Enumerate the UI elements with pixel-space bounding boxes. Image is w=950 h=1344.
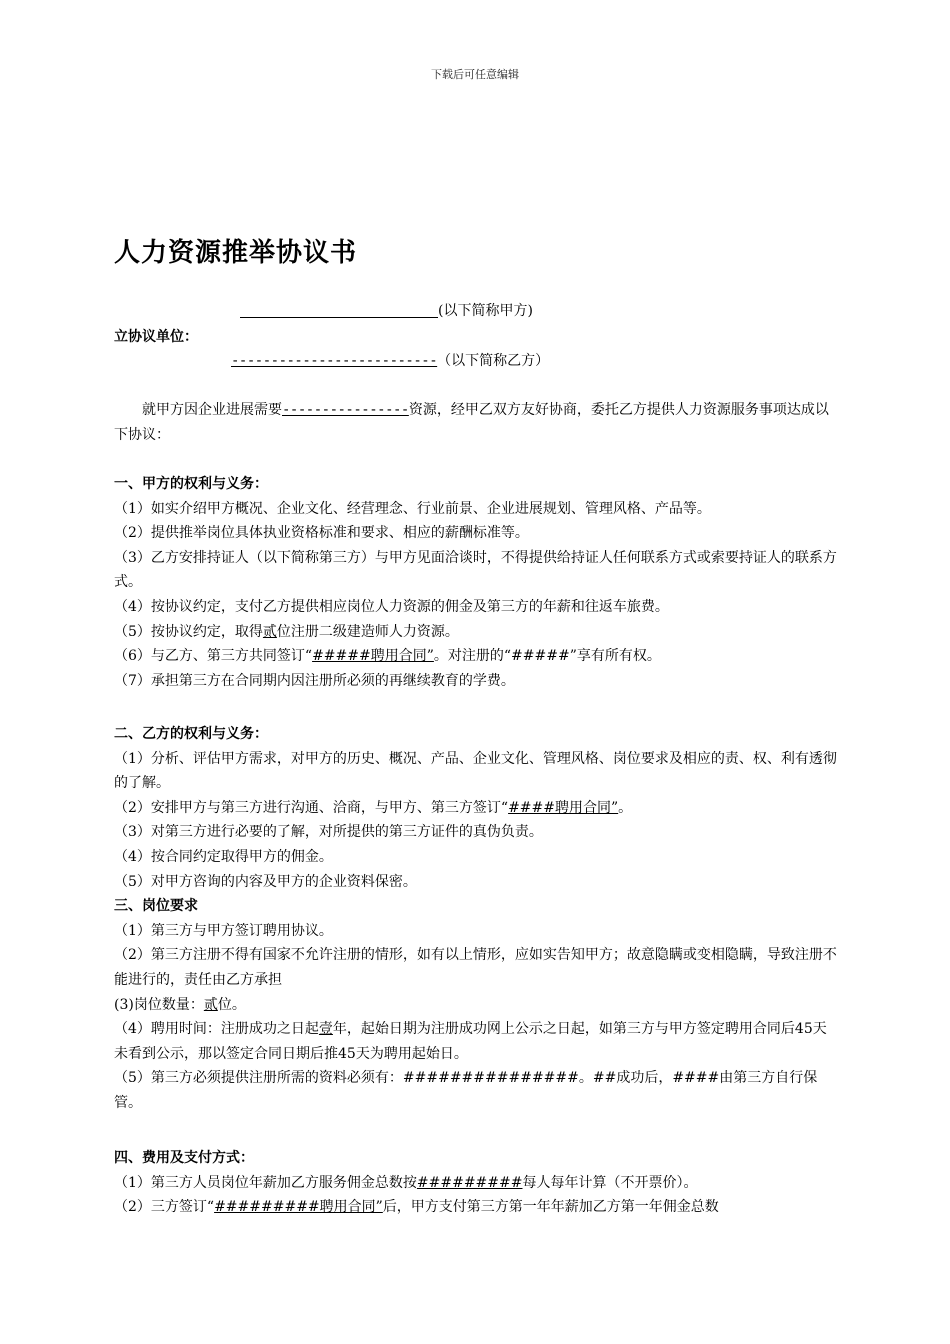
party-b-line	[231, 350, 549, 370]
list-item: （5）第三方必须提供注册所需的资料必须有：###############。##成功后，####由第三方自行保管。	[114, 1070, 818, 1111]
list-item: （1）如实介绍甲方概况、企业文化、经营理念、行业前景、企业进展规划、管理风格、产品等。	[114, 500, 711, 517]
document-title: 人力资源推举协议书	[114, 238, 358, 268]
list-item: （2）第三方注册不得有国家不允许注册的情形，如有以上情形，应如实告知甲方；故意隐瞒或变相隐瞒，导致注册不能进行的，责任由乙方承担	[114, 947, 837, 988]
section-heading: 四、费用及支付方式：	[114, 1150, 254, 1166]
section-4	[114, 1146, 838, 1220]
intro-suffix: 资源，经甲乙双方友好协商，委托乙方提供人力资源服务事项达成以下协议：	[114, 402, 829, 443]
list-item: （3）乙方安排持证人（以下简称第三方）与甲方见面洽谈时，不得提供给持证人任何联系方式或索要持证人的联系方式。	[114, 549, 837, 591]
list-item: （3）对第三方进行必要的了解，对所提供的第三方证件的真伪负责。	[114, 824, 543, 841]
intro-paragraph	[114, 398, 838, 447]
party-label: 立协议单位：	[114, 329, 198, 345]
list-item: （2）安排甲方与第三方进行沟通、洽商，与甲方、第三方签订“####聘用合同”。	[114, 799, 633, 816]
party-a-line	[240, 300, 533, 320]
list-item: （1）第三方人员岗位年薪加乙方服务佣金总数按#########每人每年计算（不开票价）。	[114, 1174, 698, 1191]
party-b-suffix: （以下简称乙方）	[437, 353, 550, 369]
section-heading: 二、乙方的权利与义务：	[114, 726, 268, 742]
list-item: (3)岗位数量：贰位。	[114, 996, 246, 1013]
list-item: （4）按协议约定，支付乙方提供相应岗位人力资源的佣金及第三方的年薪和往返车旅费。	[114, 598, 669, 615]
list-item: （5）对甲方咨询的内容及甲方的企业资料保密。	[114, 873, 417, 890]
list-item: （2）提供推举岗位具体执业资格标准和要求、相应的薪酬标准等。	[114, 525, 529, 542]
list-item: （1）第三方与甲方签订聘用协议。	[114, 922, 333, 939]
party-b-blank: --------------------------	[231, 353, 438, 369]
list-item: （4）聘用时间：注册成功之日起壹年，起始日期为注册成功网上公示之日起，如第三方与甲方签定聘用合同后45天未看到公示，那以签定合同日期后推45天为聘用起始日。	[114, 1021, 827, 1062]
list-item: （4）按合同约定取得甲方的佣金。	[114, 848, 333, 865]
section-heading: 一、甲方的权利与义务：	[114, 476, 268, 492]
list-item: （1）分析、评估甲方需求，对甲方的历史、概况、产品、企业文化、管理风格、岗位要求及相应的责、权、利有透彻的了解。	[114, 750, 837, 792]
section-1	[114, 472, 838, 693]
section-2	[114, 722, 838, 1116]
section-heading: 三、岗位要求	[114, 898, 198, 915]
party-a-suffix: (以下简称甲方)	[438, 303, 533, 319]
intro-blank: ----------------	[282, 402, 409, 418]
page-header: 下载后可任意编辑	[431, 68, 519, 81]
list-item: （2）三方签订“#########聘用合同”后，甲方支付第三方第一年年薪加乙方第一年佣金总数	[114, 1199, 719, 1216]
party-a-blank	[240, 301, 438, 318]
intro-prefix: 就甲方因企业进展需要	[142, 402, 282, 418]
list-item: （7）承担第三方在合同期内因注册所必须的再继续教育的学费。	[114, 672, 515, 689]
list-item: （6）与乙方、第三方共同签订“#####聘用合同”。对注册的“#####”享有所有权。	[114, 648, 661, 665]
list-item: （5）按协议约定，取得贰位注册二级建造师人力资源。	[114, 623, 459, 640]
